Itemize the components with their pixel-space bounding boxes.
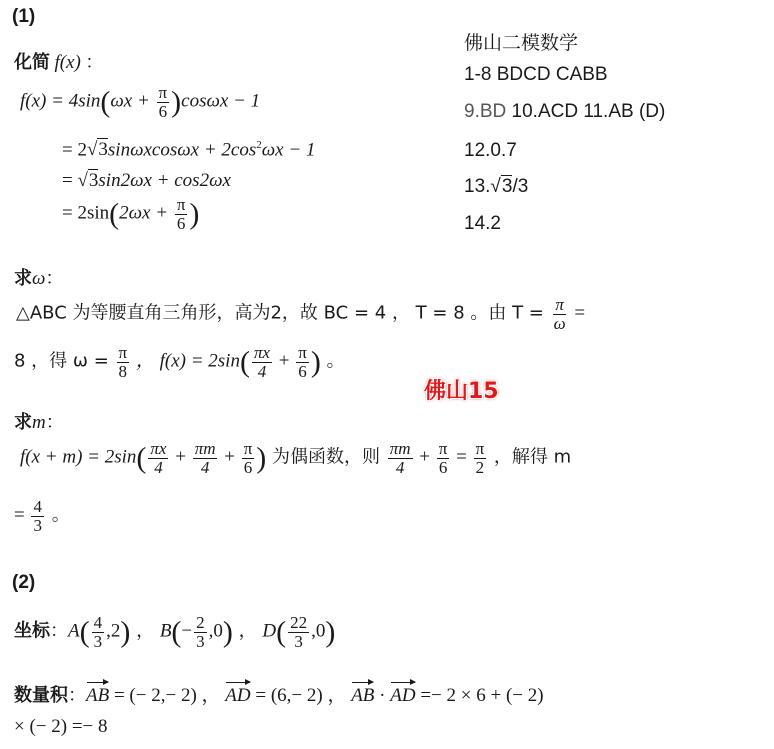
answers-row-1: 1-8 BDCD CABB — [464, 64, 608, 85]
answers-row-5: 14.2 — [464, 213, 501, 234]
m-frac-2-num: πm — [194, 439, 216, 458]
b-frac — [194, 614, 207, 651]
m-frac-1-den: 4 — [154, 457, 163, 477]
omega-colon: ： — [45, 268, 64, 289]
answers-row-4 — [464, 176, 528, 198]
dot-result-1: =− 2 × 6 + (− 2) — [415, 685, 544, 706]
m-line-1 — [20, 440, 571, 477]
omega-label: 求 — [14, 268, 32, 289]
omega-plus: + — [274, 350, 295, 372]
omega-frac-3-num: πx — [253, 343, 271, 362]
equation-line-4 — [62, 196, 199, 233]
m-colon: ： — [45, 412, 64, 433]
m-frac-2-den: 4 — [200, 457, 210, 477]
vector-ab: AB — [86, 685, 110, 706]
a-frac-num: 4 — [93, 613, 103, 632]
eq4-lparen: ( — [109, 197, 120, 231]
eq1-frac-den: 6 — [158, 101, 168, 121]
simplify-label: 化简 — [14, 52, 50, 73]
coord-sep-2: ， — [232, 620, 263, 642]
dot-label: 数量积 — [14, 685, 68, 706]
eq1-frac-num: π — [158, 83, 168, 102]
d-y: ,0 — [311, 620, 326, 642]
point-b: B — [159, 620, 172, 642]
m-lparen: ( — [136, 441, 147, 475]
point-d: D — [262, 620, 277, 642]
watermark: 佛山15 — [424, 379, 499, 404]
d-frac-den: 3 — [294, 631, 303, 651]
omega-frac-1-num: π — [555, 295, 564, 314]
m-sym: m — [32, 412, 46, 433]
b-frac-den: 3 — [196, 631, 205, 651]
m-frac-5-num: π — [438, 439, 448, 458]
eq1-inner: ωx + — [110, 90, 155, 112]
coord-sep-1: ， — [130, 620, 160, 642]
coord-label: 坐标 — [14, 620, 50, 642]
m-eq: = — [451, 446, 472, 468]
eq1-lparen: ( — [100, 85, 111, 119]
eq1-rparen: ) — [171, 85, 182, 119]
eq1-lhs: f(x) = 4sin — [20, 90, 101, 112]
answers-row-3: 12.0.7 — [464, 140, 517, 161]
vector-ad: AD — [225, 685, 251, 706]
vector-ad-2: AD — [390, 685, 416, 706]
point-a: A — [68, 620, 80, 642]
eq4-inner: 2ωx + — [119, 202, 173, 224]
answers-row-4a: 13. — [464, 176, 491, 197]
eq2-sup: 2 — [256, 139, 262, 151]
equation-line-2 — [62, 139, 315, 161]
eq4-frac-num: π — [176, 195, 186, 214]
a-frac — [92, 614, 105, 651]
m-heading — [14, 408, 64, 434]
answers-row-4-sqrt: √3 — [490, 176, 513, 197]
d-frac — [288, 614, 309, 651]
omega-text-1: △ABC 为等腰直角三角形，高为2，故 BC = 4 ， T = 8 。由 T = — [16, 302, 550, 324]
a-lparen: ( — [79, 615, 90, 649]
d-frac-num: 22 — [290, 613, 308, 632]
omega-frac-3 — [252, 344, 272, 381]
b-lparen: ( — [171, 615, 182, 649]
answers-title: 佛山二模数学 — [464, 33, 579, 54]
m-plus-3: + — [414, 446, 435, 468]
m-frac-3-den: 6 — [243, 457, 253, 477]
m-label: 求 — [14, 412, 32, 433]
simplify-fx: f(x) — [54, 52, 81, 73]
eq4-rparen: ) — [189, 197, 200, 231]
m-text-1c: ，解得 m — [488, 446, 572, 468]
d-lparen: ( — [276, 615, 287, 649]
m-line-2 — [14, 498, 70, 535]
m-text-1b: 为偶函数，则 — [266, 446, 386, 468]
omega-frac-1 — [552, 296, 568, 333]
answers-row-2a: 9.BD — [464, 101, 507, 122]
m-frac-1-num: πx — [150, 439, 167, 458]
omega-lparen: ( — [239, 345, 250, 379]
m-text-2a: = — [14, 504, 30, 526]
omega-frac-4-num: π — [298, 343, 307, 362]
m-frac-3-num: π — [243, 439, 253, 458]
m-frac-4-num: πm — [389, 439, 411, 458]
equation-line-1 — [20, 84, 260, 121]
omega-heading — [14, 264, 63, 290]
a-frac-den: 3 — [93, 631, 103, 651]
eq3-tail: sin2ωx + cos2ωx — [98, 170, 231, 191]
omega-end: 。 — [320, 350, 345, 372]
eq4-eq: = 2sin — [62, 202, 110, 224]
simplify-colon: ： — [85, 52, 104, 73]
m-frac-7-den: 3 — [33, 515, 42, 535]
eq1-frac — [157, 84, 170, 121]
equation-line-3 — [62, 170, 231, 192]
b-frac-num: 2 — [196, 613, 205, 632]
m-frac-2 — [193, 440, 218, 477]
a-rparen: ) — [120, 615, 131, 649]
dot-op: · — [374, 685, 391, 706]
omega-frac-4 — [296, 344, 309, 381]
d-rparen: ) — [325, 615, 336, 649]
eq2-eq: = 2 — [62, 139, 87, 161]
m-frac-7 — [31, 498, 44, 535]
part1-heading: (1) — [12, 6, 36, 27]
m-frac-7-num: 4 — [33, 497, 42, 516]
answers-row-2 — [464, 101, 665, 123]
m-plus-1: + — [170, 446, 191, 468]
m-frac-1 — [148, 440, 168, 477]
b-neg: − — [181, 620, 193, 642]
eq1-tail: cosωx − 1 — [181, 90, 261, 112]
eq3-sqrt-val: 3 — [88, 170, 99, 191]
answers-row-4-sqrt-val: 3 — [501, 176, 513, 197]
omega-text-1-end: = — [569, 302, 586, 324]
m-frac-5 — [437, 440, 450, 477]
dot-colon: ： — [68, 685, 86, 706]
omega-frac-2-den: 8 — [118, 361, 128, 381]
m-frac-6-num: π — [475, 439, 485, 458]
m-frac-4-den: 4 — [395, 457, 405, 477]
a-y: ,2 — [106, 620, 121, 642]
omega-frac-2 — [117, 344, 130, 381]
eq2-tail: ωx − 1 — [261, 139, 316, 161]
eq4-frac — [175, 196, 188, 233]
eq2-sqrt: √3 — [86, 139, 108, 161]
b-rparen: ) — [222, 615, 233, 649]
eq2-sqrt-val: 3 — [98, 139, 108, 161]
omega-frac-2-num: π — [118, 343, 128, 362]
omega-frac-3-den: 4 — [257, 361, 267, 381]
eq3-sqrt: √3 — [77, 170, 99, 191]
m-plus-2: + — [219, 446, 240, 468]
m-text-1a: f(x + m) = 2sin — [20, 446, 137, 468]
dot-line-2 — [14, 716, 108, 738]
coord-colon: ： — [50, 620, 68, 642]
dot-result-2: × (− 2) =− 8 — [14, 716, 108, 737]
vector-ab-2: AB — [351, 685, 375, 706]
answers-row-4b: /3 — [512, 176, 529, 197]
ab-val: = (− 2,− 2) ， — [109, 685, 226, 706]
answers-row-2b: 10.ACD 11.AB (D) — [506, 101, 666, 122]
omega-sym: ω — [32, 268, 46, 289]
omega-frac-1-den: ω — [553, 313, 566, 333]
simplify-heading — [14, 48, 103, 74]
omega-rparen: ) — [310, 345, 321, 379]
m-text-2b: 。 — [45, 504, 70, 526]
m-frac-5-den: 6 — [438, 457, 448, 477]
dot-line-1 — [14, 680, 544, 707]
m-frac-3 — [242, 440, 255, 477]
coord-line — [14, 614, 335, 651]
ad-val: = (6,− 2) ， — [250, 685, 352, 706]
b-y: ,0 — [208, 620, 223, 642]
m-frac-4 — [388, 440, 413, 477]
omega-line-2 — [14, 344, 345, 381]
m-rparen: ) — [256, 441, 267, 475]
eq4-frac-den: 6 — [176, 213, 186, 233]
eq2-mid: sinωxcosωx + 2cos — [107, 139, 257, 161]
m-frac-6 — [474, 440, 487, 477]
m-frac-6-den: 2 — [475, 457, 485, 477]
eq3-eq: = — [62, 170, 78, 191]
omega-text-2a: 8 ，得 ω = — [14, 350, 115, 372]
part2-heading: (2) — [12, 572, 36, 593]
omega-frac-4-den: 6 — [298, 361, 307, 381]
omega-line-1 — [16, 296, 585, 333]
omega-text-2b: ， f(x) = 2sin — [131, 350, 240, 372]
